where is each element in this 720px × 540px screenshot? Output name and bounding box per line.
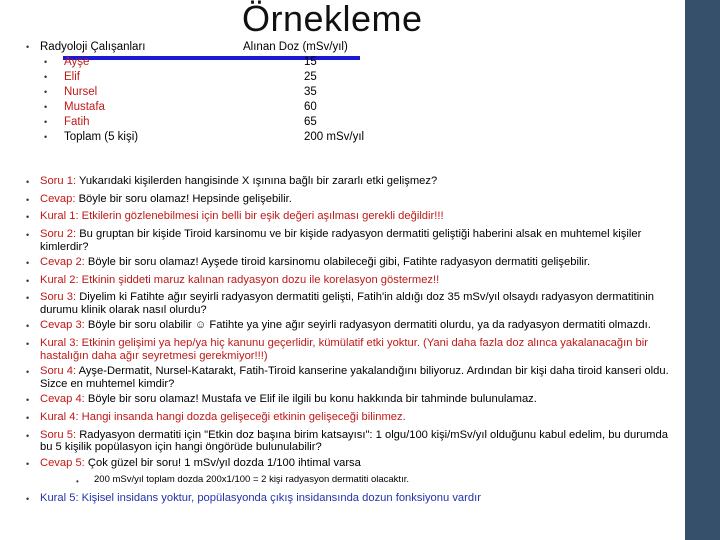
- list-item: [26, 365, 680, 391]
- item-label: Soru 3:: [40, 291, 77, 304]
- bullet-icon: •: [76, 477, 79, 487]
- bullet-icon: •: [26, 395, 30, 406]
- list-item: [44, 70, 145, 85]
- item-label: Kural 5:: [40, 492, 79, 505]
- list-item: [26, 492, 680, 507]
- bullet-icon: •: [44, 117, 48, 127]
- list-item: [26, 256, 680, 271]
- item-text: [40, 319, 680, 332]
- bullet-icon: •: [26, 177, 30, 187]
- dose-value: 25: [304, 71, 317, 83]
- list-item: [44, 55, 145, 70]
- person-name: Elif: [64, 71, 80, 83]
- list-item: [26, 429, 680, 455]
- bullet-icon: •: [26, 257, 30, 268]
- list-item: [44, 100, 145, 115]
- dose-value: 65: [304, 116, 317, 128]
- person-name: Fatih: [64, 116, 90, 128]
- item-label: Soru 5:: [40, 428, 77, 441]
- item-label: Cevap:: [40, 192, 76, 205]
- bullet-icon: •: [26, 212, 30, 223]
- item-body: Radyasyon dermatiti için "Etkin doz başına birim katsayısı": 1 olgu/100 kişi/mSv/yıl olduğunu kabul edelim, bu durumda bu 5 kişilik popülasyon için hangi öngörüde bulunulabilir?: [40, 428, 668, 454]
- item-body: Böyle bir soru olamaz! Hepsinde gelişebilir.: [78, 192, 292, 205]
- item-text: [40, 210, 680, 223]
- decorative-sidebar: [685, 0, 720, 540]
- bullet-icon: •: [44, 57, 48, 67]
- item-text: [40, 193, 680, 206]
- bullet-icon: •: [26, 338, 30, 349]
- sub-item-text: 200 mSv/yıl toplam dozda 200x1/100 = 2 kişi radyasyon dermatiti olacaktır.: [94, 474, 409, 486]
- dose-header: Alınan Doz (mSv/yıl): [243, 41, 348, 53]
- list-item: [26, 291, 680, 317]
- item-body: Etkinin gelişimi ya hep/ya hiç kanunu geçerlidir, kümülatif etki yoktur. (Yani daha fazla doz alınca yakalanacağın bir hastalığın daha ağır seyretmesi gerekmiyor!!!): [40, 336, 648, 362]
- item-body: Böyle bir soru olamaz! Mustafa ve Elif ile ilgili bu konu hakkında bir tahminde bulunulamaz.: [87, 393, 537, 406]
- dose-value: 60: [304, 101, 317, 113]
- item-body: Çok güzel bir soru! 1 mSv/yıl dozda 1/100 ihtimal varsa: [87, 456, 361, 469]
- item-label: Soru 1:: [40, 175, 77, 187]
- list-item: [44, 115, 145, 130]
- item-label: Soru 2:: [40, 227, 77, 240]
- item-body: Kişisel insidans yoktur, popülasyonda çıkış insidansında dozun fonksiyonu vardır: [81, 492, 481, 505]
- list-item: [26, 337, 680, 363]
- dose-value: 15: [304, 56, 317, 68]
- staff-names: [26, 55, 145, 145]
- item-text: [40, 429, 680, 455]
- item-text: [40, 274, 680, 287]
- item-text: [40, 228, 680, 254]
- item-body: Bu gruptan bir kişide Tiroid karsinomu ve bir kişide radyasyon dermatiti geliştiği haberini alsak en muhtemel kişiler kimlerdir?: [40, 227, 642, 253]
- dose-total: 200 mSv/yıl: [304, 131, 365, 143]
- list-item: [26, 411, 680, 426]
- bullet-icon: •: [44, 102, 48, 112]
- item-body: Etkilerin gözlenebilmesi için belli bir eşik değeri aşılması gerekli değildir!!!: [81, 210, 444, 223]
- item-text: [40, 291, 680, 317]
- staff-list: [26, 40, 145, 145]
- person-name: Ayşe: [64, 56, 90, 68]
- bullet-icon: •: [26, 494, 30, 505]
- item-label: Cevap 5:: [40, 456, 85, 469]
- page-title: Örnekleme: [242, 0, 423, 39]
- item-label: Kural 3:: [40, 336, 79, 349]
- item-body: Etkinin şiddeti maruz kalınan radyasyon dozu ile korelasyon göstermez!!: [81, 273, 440, 286]
- item-text: [40, 175, 680, 188]
- sub-list-item: [26, 474, 680, 489]
- item-body: Böyle bir soru olabilir ☺ Fatihte ya yine ağır seyirli radyasyon dermatiti olurdu, ya da radyasyon dermatiti olmazdı.: [87, 319, 651, 332]
- bullet-icon: •: [44, 87, 48, 97]
- total-label: Toplam (5 kişi): [64, 131, 139, 143]
- list-item: [26, 210, 680, 225]
- item-label: Cevap 4:: [40, 393, 85, 406]
- person-name: Mustafa: [64, 101, 105, 113]
- qa-list: [26, 175, 680, 510]
- item-text: [40, 256, 680, 269]
- item-text: [40, 411, 680, 424]
- bullet-icon: •: [26, 229, 30, 240]
- item-label: Cevap 3:: [40, 319, 85, 332]
- dose-value: 35: [304, 86, 317, 98]
- staff-header: [26, 40, 145, 55]
- list-item: [26, 228, 680, 254]
- list-item: [26, 175, 680, 190]
- item-body: Diyelim ki Fatihte ağır seyirli radyasyon dermatiti gelişti, Fatih'in aldığı doz 35 mSv/yıl olsaydı radyasyon dermatitinin durumu klinik olarak nasıl olurdu?: [40, 291, 654, 316]
- item-text: [40, 393, 680, 406]
- bullet-icon: •: [26, 321, 30, 332]
- item-label: Soru 4:: [40, 365, 77, 378]
- item-body: Ayşe-Dermatit, Nursel-Katarakt, Fatih-Tiroid kanserine yakalandığını biliyoruz. Ardından bir kişi daha tiroid kanseri oldu. Sizce en muhtemel kimdir?: [40, 365, 669, 390]
- bullet-icon: •: [44, 72, 48, 82]
- item-text: [40, 365, 680, 391]
- dose-values: [304, 55, 364, 145]
- bullet-icon: •: [26, 293, 30, 304]
- bullet-icon: •: [26, 194, 30, 205]
- item-text: [40, 457, 680, 470]
- list-item: [26, 393, 680, 408]
- list-item: [26, 457, 680, 472]
- item-label: Kural 2:: [40, 273, 79, 286]
- bullet-icon: •: [26, 412, 30, 423]
- bullet-icon: •: [44, 132, 48, 142]
- bullet-icon: •: [26, 367, 30, 378]
- item-text: [40, 492, 680, 505]
- staff-header-label: Radyoloji Çalışanları: [40, 41, 146, 53]
- list-item: [26, 319, 680, 334]
- bullet-icon: •: [26, 430, 30, 441]
- item-body: Böyle bir soru olamaz! Ayşede tiroid karsinomu olabileceği gibi, Fatihte radyasyon dermatiti gelişebilir.: [87, 255, 591, 268]
- item-label: Cevap 2:: [40, 255, 85, 268]
- list-item: [44, 85, 145, 100]
- item-text: [40, 337, 680, 363]
- list-item: [44, 130, 145, 145]
- list-item: [26, 193, 680, 208]
- bullet-icon: •: [26, 42, 30, 52]
- item-label: Kural 1:: [40, 210, 79, 223]
- bullet-icon: •: [26, 275, 30, 286]
- person-name: Nursel: [64, 86, 98, 98]
- item-label: Kural 4:: [40, 410, 79, 423]
- item-body: Yukarıdaki kişilerden hangisinde X ışınına bağlı bir zararlı etki gelişmez?: [78, 175, 438, 187]
- bullet-icon: •: [26, 458, 30, 469]
- item-body: Hangi insanda hangi dozda gelişeceği etkinin gelişeceği bilinmez.: [81, 410, 406, 423]
- list-item: [26, 274, 680, 289]
